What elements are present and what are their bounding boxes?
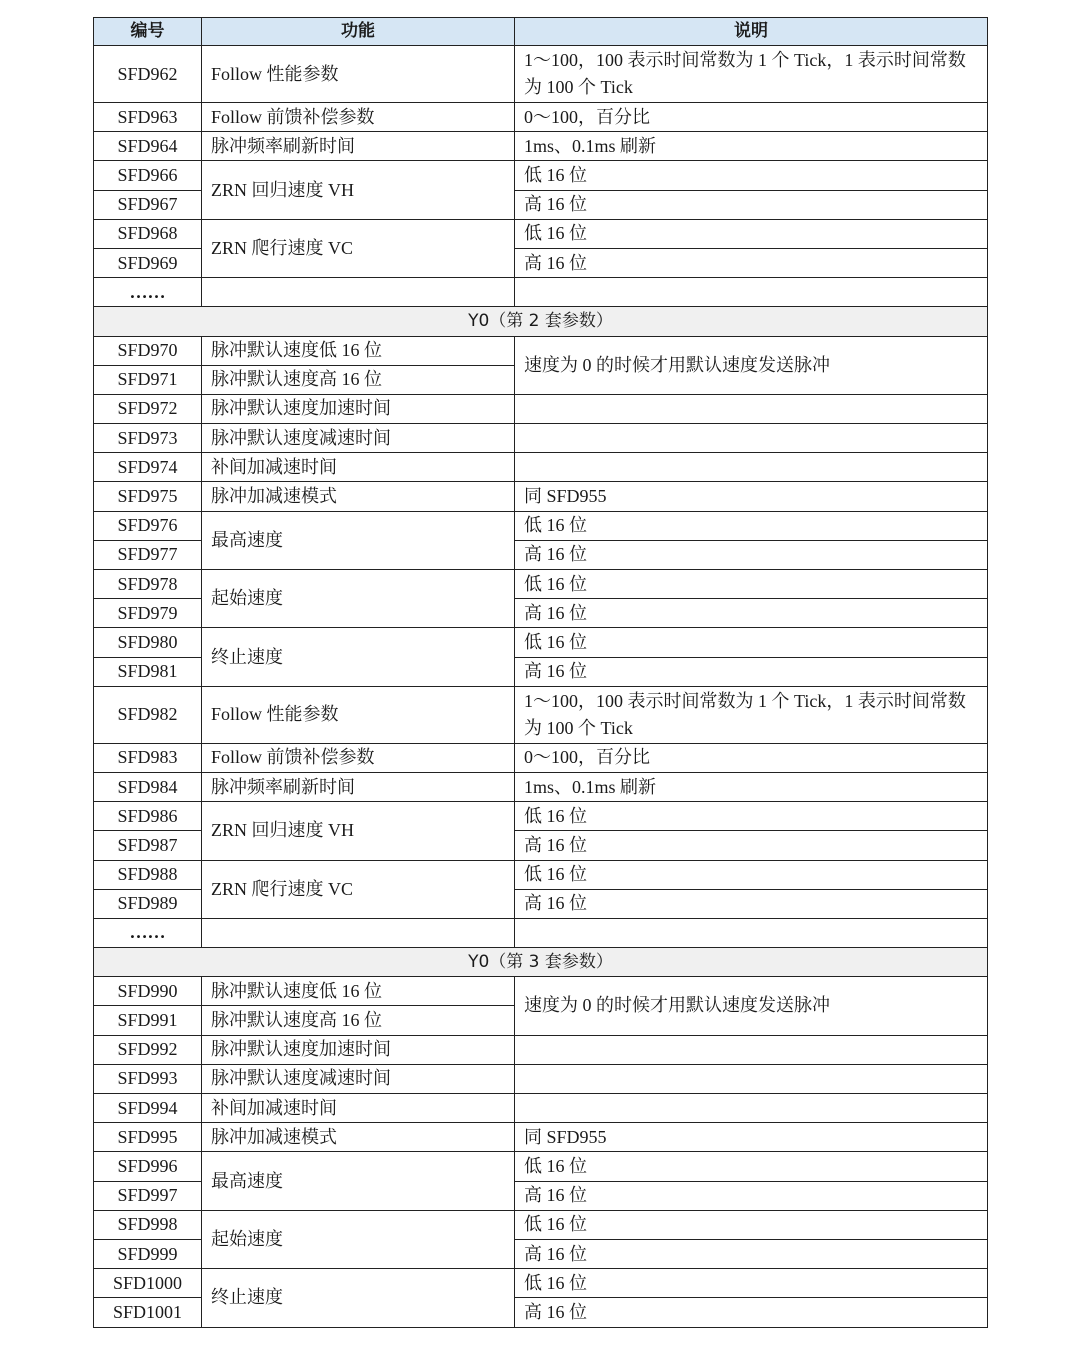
table-row xyxy=(94,918,988,947)
description-cell: 1ms、0.1ms 刷新 xyxy=(515,132,988,161)
code-cell: SFD966 xyxy=(94,161,202,190)
table-row xyxy=(94,686,988,743)
table-row xyxy=(94,453,988,482)
code-cell: SFD987 xyxy=(94,831,202,860)
code-cell: SFD995 xyxy=(94,1123,202,1152)
function-cell: Follow 前馈补偿参数 xyxy=(202,743,515,772)
description-cell: 低 16 位 xyxy=(515,570,988,599)
code-cell: SFD997 xyxy=(94,1181,202,1210)
description-cell: 0～100，百分比 xyxy=(515,103,988,132)
code-cell: SFD998 xyxy=(94,1210,202,1239)
description-cell: 同 SFD955 xyxy=(515,482,988,511)
table-row xyxy=(94,103,988,132)
table-row xyxy=(94,424,988,453)
table-row xyxy=(94,977,988,1006)
code-cell: SFD972 xyxy=(94,394,202,423)
ellipsis-cell: …… xyxy=(94,918,202,947)
description-cell xyxy=(515,394,988,423)
function-cell: 起始速度 xyxy=(202,1210,515,1268)
header-function: 功能 xyxy=(202,18,515,46)
description-cell: 同 SFD955 xyxy=(515,1123,988,1152)
description-cell: 高 16 位 xyxy=(515,889,988,918)
code-cell: SFD996 xyxy=(94,1152,202,1181)
function-cell: 脉冲频率刷新时间 xyxy=(202,132,515,161)
function-cell: 脉冲默认速度高 16 位 xyxy=(202,365,515,394)
section-row xyxy=(94,948,988,977)
code-cell: SFD980 xyxy=(94,628,202,657)
code-cell: SFD990 xyxy=(94,977,202,1006)
function-cell: 脉冲默认速度低 16 位 xyxy=(202,977,515,1006)
description-cell: 高 16 位 xyxy=(515,1181,988,1210)
code-cell: SFD975 xyxy=(94,482,202,511)
description-cell: 1ms、0.1ms 刷新 xyxy=(515,772,988,801)
description-cell: 高 16 位 xyxy=(515,831,988,860)
description-cell xyxy=(515,1094,988,1123)
parameter-table xyxy=(93,17,988,1328)
table-row xyxy=(94,743,988,772)
table-row xyxy=(94,161,988,190)
code-cell: SFD977 xyxy=(94,540,202,569)
function-cell: 补间加减速时间 xyxy=(202,1094,515,1123)
function-cell: 终止速度 xyxy=(202,1269,515,1327)
description-cell: 低 16 位 xyxy=(515,860,988,889)
function-cell: 脉冲加减速模式 xyxy=(202,1123,515,1152)
table-row xyxy=(94,1269,988,1298)
table-row xyxy=(94,1035,988,1064)
table-row xyxy=(94,46,988,103)
code-cell: SFD967 xyxy=(94,190,202,219)
function-cell: 脉冲加减速模式 xyxy=(202,482,515,511)
code-cell: SFD984 xyxy=(94,772,202,801)
section-title: Y0（第 2 套参数） xyxy=(94,307,988,336)
function-cell: ZRN 回归速度 VH xyxy=(202,802,515,860)
description-cell: 速度为 0 的时候才用默认速度发送脉冲 xyxy=(515,977,988,1035)
code-cell: SFD982 xyxy=(94,686,202,743)
description-cell: 高 16 位 xyxy=(515,1239,988,1268)
description-cell: 1～100，100 表示时间常数为 1 个 Tick，1 表示时间常数为 100 个 Tick xyxy=(515,686,988,743)
table-row xyxy=(94,628,988,657)
table-row xyxy=(94,482,988,511)
code-cell: SFD964 xyxy=(94,132,202,161)
table-row xyxy=(94,219,988,248)
function-cell: 起始速度 xyxy=(202,570,515,628)
code-cell: SFD989 xyxy=(94,889,202,918)
description-cell: 低 16 位 xyxy=(515,219,988,248)
code-cell: SFD1001 xyxy=(94,1298,202,1327)
header-code: 编号 xyxy=(94,18,202,46)
code-cell: SFD962 xyxy=(94,46,202,103)
description-cell xyxy=(515,1064,988,1093)
table-row xyxy=(94,1123,988,1152)
table-row xyxy=(94,511,988,540)
table-row xyxy=(94,132,988,161)
description-cell: 低 16 位 xyxy=(515,1210,988,1239)
description-cell: 低 16 位 xyxy=(515,802,988,831)
description-cell: 低 16 位 xyxy=(515,628,988,657)
function-cell: 脉冲默认速度低 16 位 xyxy=(202,336,515,365)
header-description: 说明 xyxy=(515,18,988,46)
description-cell xyxy=(515,424,988,453)
description-cell: 低 16 位 xyxy=(515,1152,988,1181)
description-cell: 低 16 位 xyxy=(515,511,988,540)
code-cell: SFD963 xyxy=(94,103,202,132)
code-cell: SFD970 xyxy=(94,336,202,365)
code-cell: SFD994 xyxy=(94,1094,202,1123)
table-row xyxy=(94,1064,988,1093)
description-cell xyxy=(515,918,988,947)
function-cell xyxy=(202,918,515,947)
function-cell: Follow 前馈补偿参数 xyxy=(202,103,515,132)
function-cell: 脉冲默认速度加速时间 xyxy=(202,394,515,423)
description-cell: 高 16 位 xyxy=(515,657,988,686)
code-cell: SFD992 xyxy=(94,1035,202,1064)
function-cell: 终止速度 xyxy=(202,628,515,686)
description-cell: 高 16 位 xyxy=(515,540,988,569)
description-cell: 低 16 位 xyxy=(515,1269,988,1298)
function-cell: 脉冲默认速度减速时间 xyxy=(202,424,515,453)
table-row xyxy=(94,1094,988,1123)
section-row xyxy=(94,307,988,336)
code-cell: SFD986 xyxy=(94,802,202,831)
table-row xyxy=(94,570,988,599)
description-cell: 高 16 位 xyxy=(515,599,988,628)
code-cell: SFD971 xyxy=(94,365,202,394)
function-cell: 最高速度 xyxy=(202,1152,515,1210)
function-cell: ZRN 爬行速度 VC xyxy=(202,860,515,918)
ellipsis-cell: …… xyxy=(94,278,202,307)
description-cell: 高 16 位 xyxy=(515,1298,988,1327)
code-cell: SFD973 xyxy=(94,424,202,453)
description-cell: 低 16 位 xyxy=(515,161,988,190)
code-cell: SFD1000 xyxy=(94,1269,202,1298)
description-cell: 1～100，100 表示时间常数为 1 个 Tick，1 表示时间常数为 100 个 Tick xyxy=(515,46,988,103)
code-cell: SFD978 xyxy=(94,570,202,599)
function-cell: ZRN 爬行速度 VC xyxy=(202,219,515,277)
code-cell: SFD979 xyxy=(94,599,202,628)
table-row xyxy=(94,1152,988,1181)
table-row xyxy=(94,278,988,307)
table-row xyxy=(94,336,988,365)
function-cell: Follow 性能参数 xyxy=(202,46,515,103)
table-row xyxy=(94,1210,988,1239)
table-row xyxy=(94,860,988,889)
section-title: Y0（第 3 套参数） xyxy=(94,948,988,977)
function-cell: 脉冲默认速度高 16 位 xyxy=(202,1006,515,1035)
function-cell: 补间加减速时间 xyxy=(202,453,515,482)
code-cell: SFD974 xyxy=(94,453,202,482)
table-row xyxy=(94,394,988,423)
code-cell: SFD981 xyxy=(94,657,202,686)
function-cell: 脉冲默认速度加速时间 xyxy=(202,1035,515,1064)
code-cell: SFD983 xyxy=(94,743,202,772)
function-cell: Follow 性能参数 xyxy=(202,686,515,743)
description-cell xyxy=(515,453,988,482)
code-cell: SFD993 xyxy=(94,1064,202,1093)
description-cell xyxy=(515,278,988,307)
code-cell: SFD999 xyxy=(94,1239,202,1268)
code-cell: SFD991 xyxy=(94,1006,202,1035)
code-cell: SFD976 xyxy=(94,511,202,540)
function-cell xyxy=(202,278,515,307)
function-cell: 脉冲频率刷新时间 xyxy=(202,772,515,801)
description-cell xyxy=(515,1035,988,1064)
description-cell: 0～100，百分比 xyxy=(515,743,988,772)
function-cell: ZRN 回归速度 VH xyxy=(202,161,515,219)
code-cell: SFD969 xyxy=(94,248,202,277)
code-cell: SFD968 xyxy=(94,219,202,248)
description-cell: 速度为 0 的时候才用默认速度发送脉冲 xyxy=(515,336,988,394)
description-cell: 高 16 位 xyxy=(515,190,988,219)
table-row xyxy=(94,802,988,831)
code-cell: SFD988 xyxy=(94,860,202,889)
function-cell: 最高速度 xyxy=(202,511,515,569)
description-cell: 高 16 位 xyxy=(515,248,988,277)
table-header-row xyxy=(94,18,988,46)
function-cell: 脉冲默认速度减速时间 xyxy=(202,1064,515,1093)
table-row xyxy=(94,772,988,801)
